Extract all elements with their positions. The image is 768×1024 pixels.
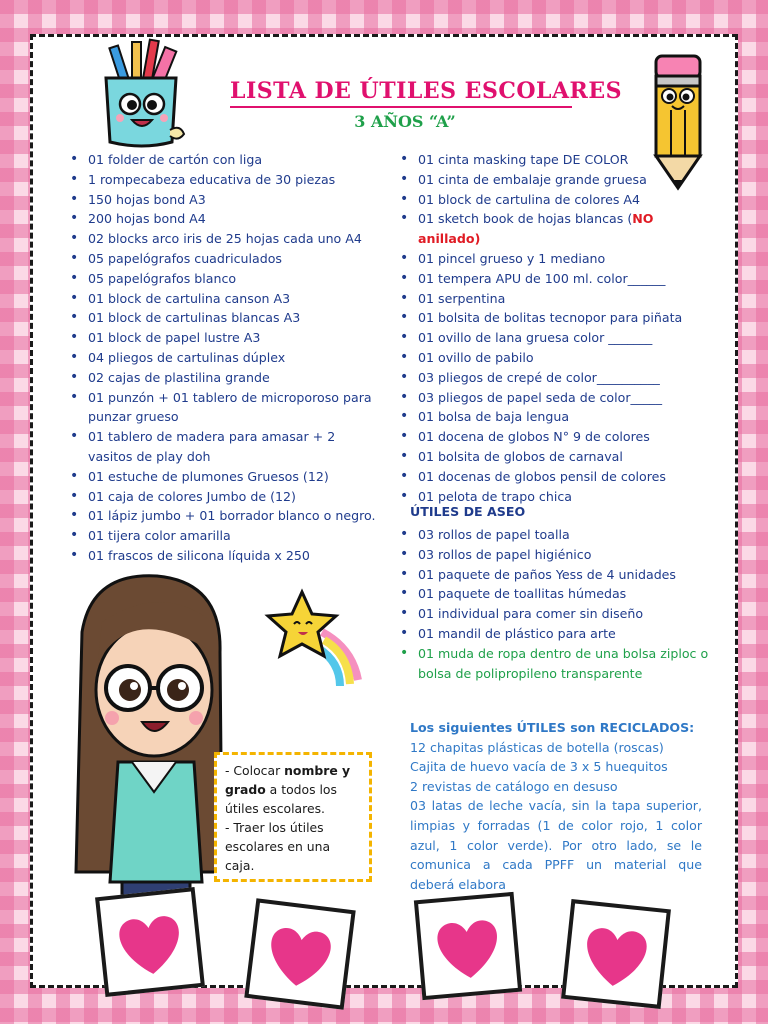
pencil-cup-illustration — [98, 38, 190, 150]
heart-card — [414, 892, 522, 1000]
reciclados-heading: Los siguientes ÚTILES son RECICLADOS: — [410, 720, 695, 735]
list-item: • 01 paquete de toallitas húmedas — [398, 584, 718, 604]
list-item: • 04 pliegos de cartulinas dúplex — [68, 348, 378, 368]
reciclados-line: 03 latas de leche vacía, sin la tapa superior, limpias y forradas (1 de color rojo, 1 color azul, 1 color verde). Por otro lado, se le comunica a cada PPFF un material que deberá elabora — [410, 798, 702, 892]
list-item: • 01 ovillo de lana gruesa color _______ — [398, 328, 718, 348]
page-title: LISTA DE ÚTILES ESCOLARES — [230, 78, 572, 108]
list-item: • 01 estuche de plumones Gruesos (12) — [68, 467, 378, 487]
list-item: • 01 bolsa de baja lengua — [398, 407, 718, 427]
list-item: • 01 frascos de silicona líquida x 250 — [68, 546, 378, 566]
list-item: • 03 pliegos de crepé de color__________ — [398, 368, 718, 388]
list-item: • 03 pliegos de papel seda de color_____ — [398, 388, 718, 408]
list-item — [398, 209, 718, 249]
heart-icon — [249, 903, 352, 1006]
sketch-book-text: 01 sketch book de hojas blancas ( — [418, 211, 633, 227]
supplies-list-right — [398, 150, 718, 506]
reciclados-line: Cajita de huevo vacía de 3 x 5 huequitos — [410, 759, 668, 775]
list-item: • 01 block de cartulina canson A3 — [68, 289, 378, 309]
class-subtitle: 3 AÑOS “A” — [354, 112, 456, 131]
heart-card — [244, 898, 355, 1009]
heart-icon — [565, 903, 666, 1004]
list-item: • 01 block de papel lustre A3 — [68, 328, 378, 348]
note-text: - Colocar — [225, 763, 285, 778]
list-item: • 01 folder de cartón con liga — [68, 150, 378, 170]
list-item: • 01 lápiz jumbo + 01 borrador blanco o negro. — [68, 506, 378, 526]
reciclados-line: 2 revistas de catálogo en desuso — [410, 778, 618, 794]
list-item: • 01 caja de colores Jumbo de (12) — [68, 487, 378, 507]
aseo-list — [398, 525, 718, 683]
list-item: • 03 rollos de papel higiénico — [398, 545, 718, 565]
list-item: • 01 ovillo de pabilo — [398, 348, 718, 368]
list-item: • 01 punzón + 01 tablero de microporoso para punzar grueso — [68, 388, 378, 428]
star-character-illustration — [262, 588, 374, 688]
list-item: • 01 bolsita de globos de carnaval — [398, 447, 718, 467]
list-item: • 01 muda de ropa dentro de una bolsa ziploc o bolsa de polipropileno transparente — [398, 644, 718, 684]
list-item: • 01 cinta de embalaje grande gruesa — [398, 170, 718, 190]
instructions-note — [214, 752, 372, 882]
list-item: • 01 tempera APU de 100 ml. color______ — [398, 269, 718, 289]
reciclados-section — [410, 718, 702, 894]
list-item: • 01 serpentina — [398, 289, 718, 309]
list-item: • 01 docenas de globos pensil de colores — [398, 467, 718, 487]
note-text: a todos los útiles escolares. — [225, 782, 337, 816]
heart-card — [95, 887, 205, 997]
list-item: • 01 cinta masking tape DE COLOR — [398, 150, 718, 170]
list-item: • 200 hojas bond A4 — [68, 209, 378, 229]
aseo-heading: ÚTILES DE ASEO — [410, 504, 526, 519]
list-item: • 01 tijera color amarilla — [68, 526, 378, 546]
list-item: • 01 docena de globos N° 9 de colores — [398, 427, 718, 447]
list-item: • 01 individual para comer sin diseño — [398, 604, 718, 624]
list-item: • 01 mandil de plástico para arte — [398, 624, 718, 644]
list-item: • 01 paquete de paños Yess de 4 unidades — [398, 565, 718, 585]
list-item: • 01 block de cartulinas blancas A3 — [68, 308, 378, 328]
reciclados-line: 12 chapitas plásticas de botella (roscas) — [410, 739, 664, 755]
list-item: • 02 blocks arco iris de 25 hojas cada uno A4 — [68, 229, 378, 249]
list-item: • 05 papelógrafos cuadriculados — [68, 249, 378, 269]
note-emphasis: nombre y grado — [225, 763, 351, 797]
list-item: • 1 rompecabeza educativa de 30 piezas — [68, 170, 378, 190]
list-item: • 01 block de cartulina de colores A4 — [398, 190, 718, 210]
list-item: • 01 pelota de trapo chica — [398, 487, 718, 507]
supplies-list-left — [68, 150, 378, 566]
list-item: • 150 hojas bond A3 — [68, 190, 378, 210]
list-item: • 05 papelógrafos blanco — [68, 269, 378, 289]
list-item: • 02 cajas de plastilina grande — [68, 368, 378, 388]
heart-icon — [418, 896, 518, 996]
list-item: • 01 bolsita de bolitas tecnopor para piñata — [398, 308, 718, 328]
list-item: • 01 pincel grueso y 1 mediano — [398, 249, 718, 269]
heart-icon — [99, 891, 200, 992]
list-item: • 01 tablero de madera para amasar + 2 vasitos de play doh — [68, 427, 378, 467]
heart-card — [561, 899, 671, 1009]
note-text: - Traer los útiles escolares en una caja. — [225, 820, 331, 873]
no-anillado-note: NO anillado) — [418, 211, 654, 247]
list-item: • 03 rollos de papel toalla — [398, 525, 718, 545]
